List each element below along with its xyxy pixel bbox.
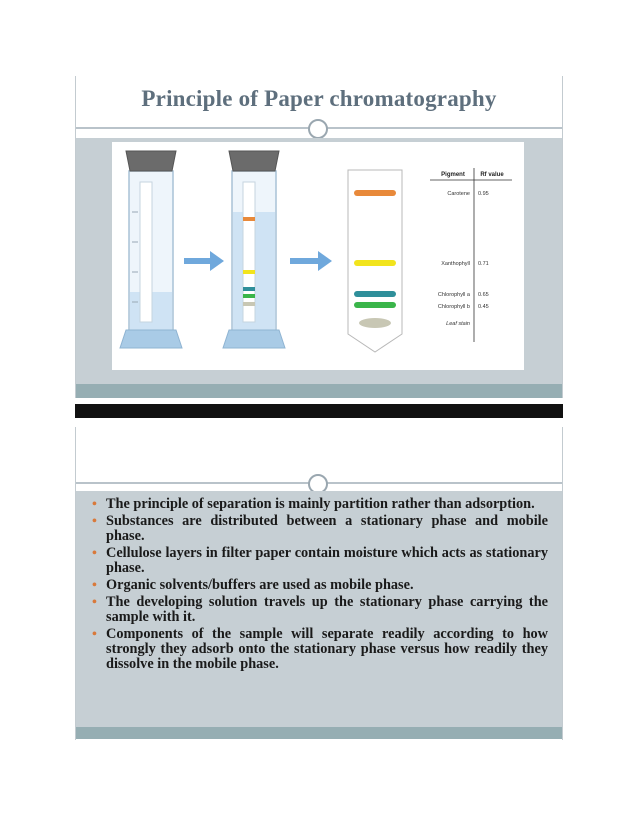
cylinder-after	[223, 151, 285, 348]
bullet-text: Cellulose layers in filter paper contain moisture which acts as stationary phase.	[106, 545, 548, 576]
bullet-icon: •	[92, 595, 97, 610]
slide-2	[75, 427, 563, 740]
bullet-icon: •	[92, 546, 97, 561]
slide-title: Principle of Paper chromatography	[141, 86, 497, 111]
chromatography-diagram	[112, 142, 524, 370]
band-carotene	[354, 190, 396, 196]
band-chlorophyll-a	[354, 291, 396, 297]
list-item	[90, 497, 548, 512]
list-item	[90, 578, 548, 593]
pigment-label: Carotene	[447, 191, 470, 197]
bullet-list	[90, 497, 548, 674]
figure-panel	[76, 138, 562, 384]
slide-footer-bar	[76, 384, 562, 398]
pigment-label: Xanthophyll	[441, 261, 470, 267]
list-item	[90, 546, 548, 576]
bullet-icon: •	[92, 514, 97, 529]
rf-value: 0.65	[478, 292, 489, 298]
divider-ring	[308, 119, 328, 139]
header-pigment: Pigment	[441, 172, 465, 178]
pigment-label: Chlorophyll b	[437, 304, 470, 310]
list-item	[90, 627, 548, 672]
list-item	[90, 514, 548, 544]
pigment-label: Leaf stain	[446, 321, 470, 327]
band-xanthophyll	[354, 260, 396, 266]
arrow-right-icon	[184, 251, 224, 271]
bullet-text: Substances are distributed between a stationary phase and mobile phase.	[106, 513, 548, 544]
chromatography-figure	[112, 142, 524, 370]
arrow-right-icon	[290, 251, 332, 271]
rf-value: 0.45	[478, 304, 489, 310]
band-leaf-stain	[359, 318, 391, 328]
slide-footer-bar	[76, 727, 562, 739]
cylinder-before	[120, 151, 182, 348]
bullet-icon: •	[92, 578, 97, 593]
text-panel	[76, 491, 562, 727]
rf-value: 0.95	[478, 191, 489, 197]
separator-bar	[75, 404, 563, 418]
list-item	[90, 595, 548, 625]
band-chlorophyll-b	[354, 302, 396, 308]
bullet-text: Components of the sample will separate readily according to how strongly they adsorb onto the stationary phase versus how readily they dissolve in the mobile phase.	[106, 626, 548, 672]
bullet-text: The principle of separation is mainly partition rather than adsorption.	[106, 496, 535, 512]
bullet-icon: •	[92, 497, 97, 512]
rf-value: 0.71	[478, 261, 489, 267]
header-rf: Rf value	[480, 172, 504, 178]
bullet-icon: •	[92, 627, 97, 642]
pigment-label: Chlorophyll a	[437, 292, 470, 298]
slide-1	[75, 76, 563, 398]
bullet-text: Organic solvents/buffers are used as mobile phase.	[106, 577, 414, 593]
bullet-text: The developing solution travels up the stationary phase carrying the sample with it.	[106, 594, 548, 625]
